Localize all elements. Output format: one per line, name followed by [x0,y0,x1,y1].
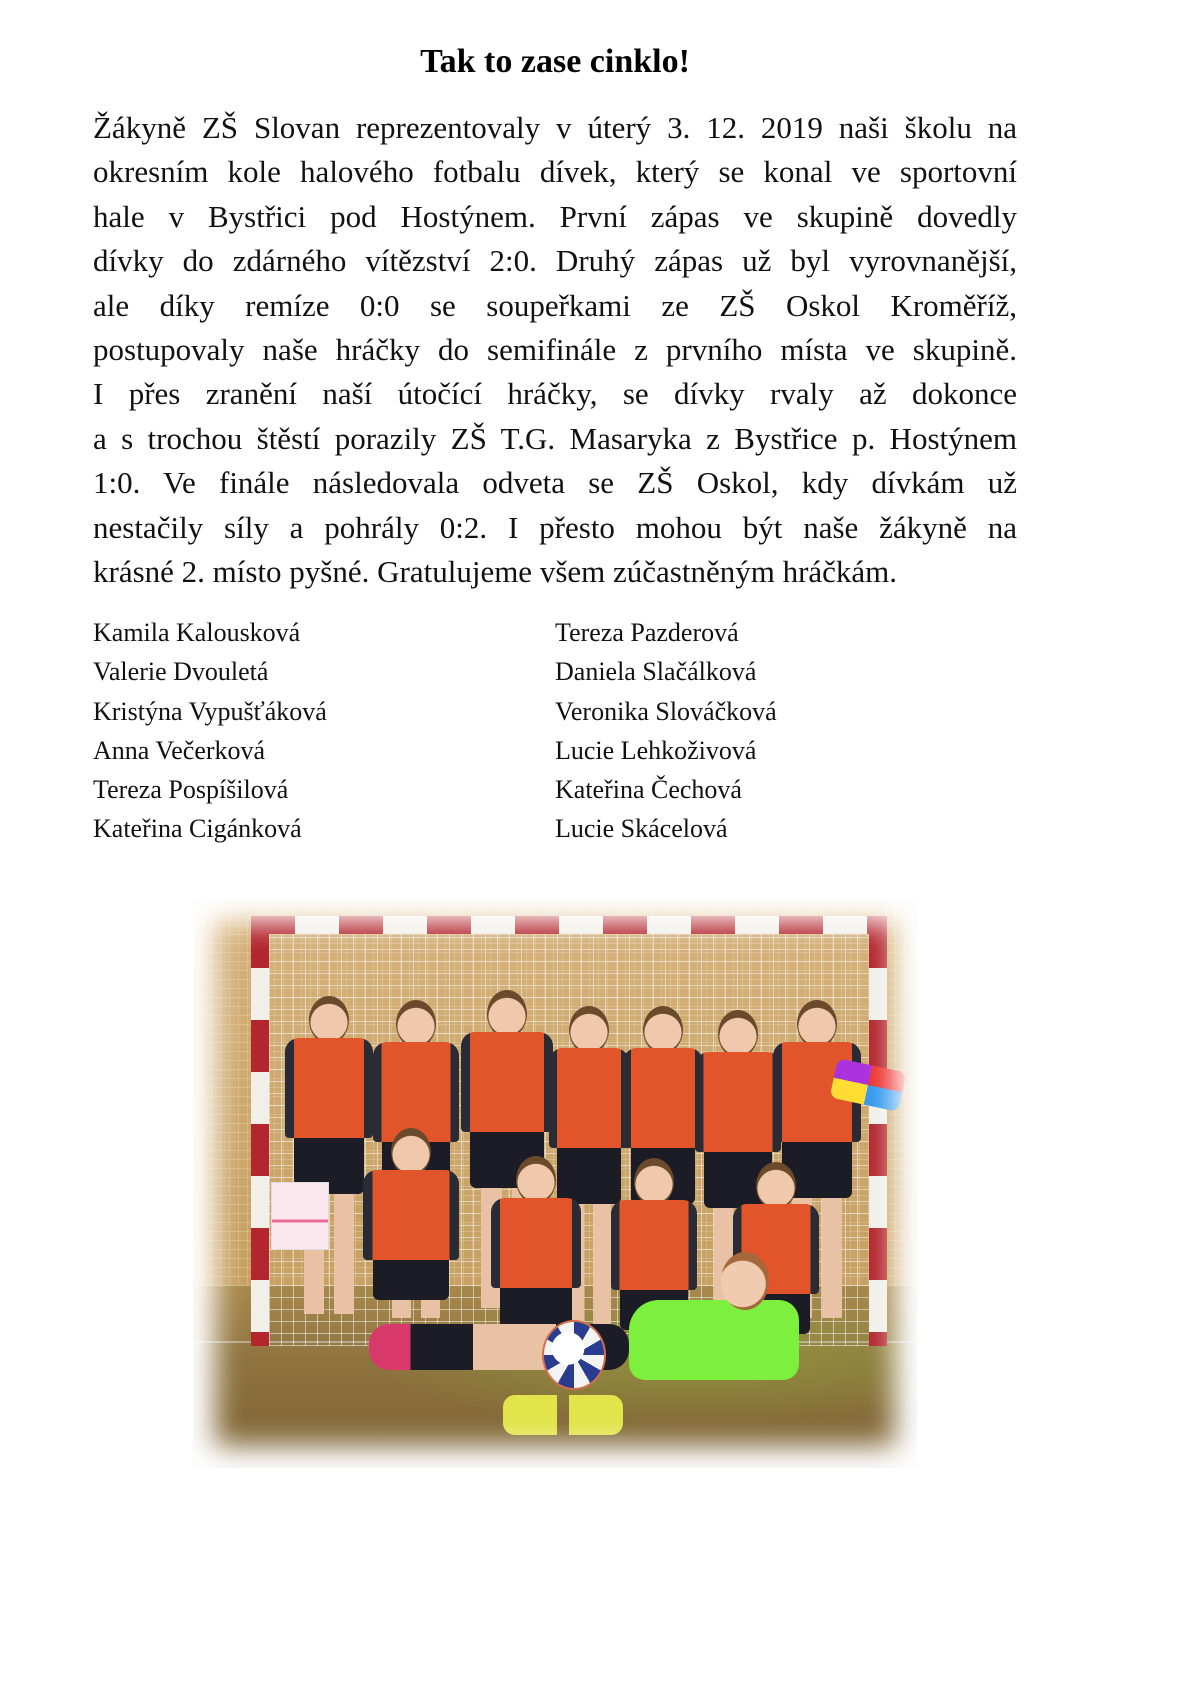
article-line: krásné 2. místo pyšné. Gratulujeme všem zúčastněným hráčkám. [93,553,898,589]
article-line: okresním kole halového fotbalu dívek, který se konal ve sportovní [93,154,1017,190]
article-line: hale v Bystřici pod Hostýnem. První zápas ve skupině dovedly [93,198,1017,234]
page-title: Tak to zase cinklo! [420,43,690,80]
goal-post-left [251,916,269,1346]
article-line: dívky do zdárného vítězství 2:0. Druhý zápas už byl vyrovnanější, [93,243,1017,279]
player-name: Kristýna Vypušťáková [93,696,327,726]
article-line: Žákyně ZŠ Slovan reprezentovaly v úterý 3. 12. 2019 naši školu na [93,110,1017,145]
goal-crossbar [251,916,887,934]
player-name: Lucie Skácelová [555,814,728,844]
player-name: Kateřina Cigánková [93,814,302,844]
player-name: Kamila Kalousková [93,618,301,647]
player-figure [363,1128,459,1348]
player-name: Valerie Dvouletá [93,657,269,687]
player-name: Anna Večerková [93,735,266,765]
player-name: Tereza Pospíšilová [93,775,289,805]
article-body [93,106,1017,594]
player-figure [285,996,373,1316]
article-line: 1:0. Ve finále následovala odveta se ZŠ Oskol, kdy dívkám už [93,465,1017,501]
player-name: Lucie Lehkoživová [555,735,757,765]
team-roster [93,613,1017,849]
soccer-ball [542,1320,606,1390]
diploma-certificate [271,1182,329,1250]
player-name: Tereza Pazderová [555,618,739,647]
article-line: a s trochou štěstí porazily ZŠ T.G. Masaryka z Bystřice p. Hostýnem [93,420,1017,456]
goal-post-right [869,916,887,1346]
player-name: Daniela Slačálková [555,657,757,687]
article-line: ale díky remíze 0:0 se soupeřkami ze ZŠ Oskol Kroměříž, [93,287,1017,323]
player-name: Veronika Slováčková [555,696,777,726]
article-line: postupovaly naše hráčky do semifinále z prvního místa ve skupině. [93,331,1017,367]
goalkeeper-gloves [503,1395,623,1435]
roster-column-right [555,613,1017,849]
team-photo [193,900,917,1468]
article-line: nestačily síly a pohrály 0:2. I přesto mohou být naše žákyně na [93,509,1017,545]
roster-column-left [93,613,555,849]
article-line: I přes zranění naší útočící hráčky, se dívky rvaly až dokonce [93,376,1017,412]
player-name: Kateřina Čechová [555,775,742,805]
